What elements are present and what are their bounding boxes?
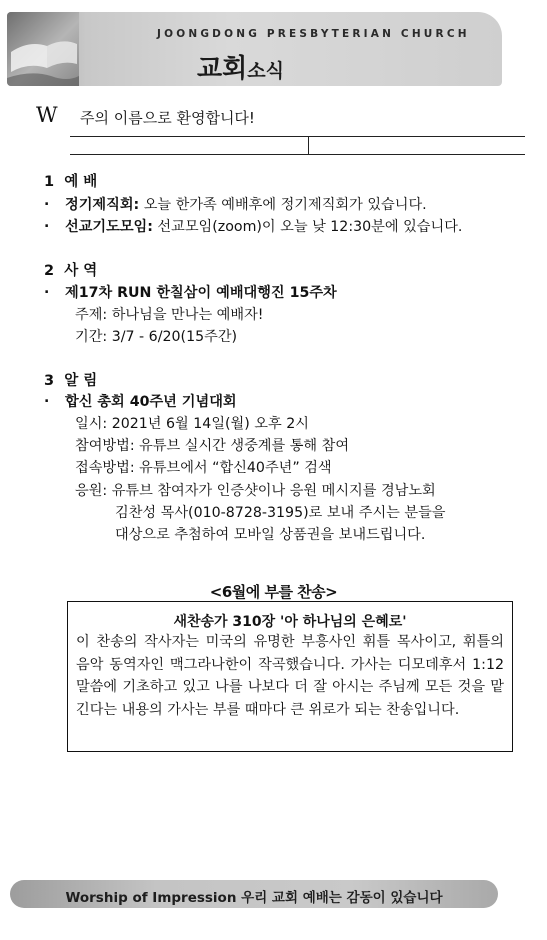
section-title: 사 역 [64,263,98,279]
item-detail: 주제: 하나님을 만나는 예배자! [75,307,264,323]
welcome-text: 주의 이름으로 환영합니다! [80,109,255,127]
section-number: 1 [44,174,55,190]
title-big: 교회 [197,54,248,84]
page-title [197,48,284,85]
footer-slogan: Worship of Impression 우리 교회 예배는 감동이 있습니다 [65,890,443,906]
list-item [65,194,427,214]
item-detail: 일시: 2021년 6월 14일(월) 오후 2시 [75,416,309,432]
hymn-description: 이 찬송의 작사자는 미국의 유명한 부흥사인 휘틀 목사이고, 휘틀의 음악 동역자인 맥그라나한이 작곡했습니다. 가사는 디모데후서 1:12 말씀에 기초하고 있고 나를 나보다 더 잘 아시는 주님께 모든 것을 맡긴다는 내용의 가사는 부를 때마다 큰 위로가 되는 찬송입니다. [76,634,504,718]
section-2-heading [44,259,97,280]
footer-banner [10,880,498,908]
header-banner [7,12,502,86]
item-detail: 참여방법: 유튜브 실시간 생중계를 통해 참여 [75,438,350,454]
item-detail: 기간: 3/7 - 6/20(15주간) [75,329,238,345]
item-detail: 접속방법: 유튜브에서 “합신40주년” 검색 [75,460,332,476]
hymn-section-title: <6월에 부를 찬송> [209,583,338,601]
item-detail: 대상으로 추첨하여 모바일 상품권을 보내드립니다. [115,527,426,543]
section-3-heading [44,369,97,390]
title-small: 소식 [247,60,284,82]
divider-line [308,136,309,155]
section-number: 3 [44,373,55,389]
section-1-heading [44,170,97,191]
item-detail: 응원: 유튜브 참여자가 인증샷이나 응원 메시지를 경남노회 [75,483,436,499]
hymn-box [67,601,513,752]
item-label: 선교기도모임: [65,219,153,235]
item-label: 정기제직회: [65,197,140,213]
list-item [65,216,462,236]
bullet-icon: . [44,281,50,297]
welcome-initial: W [36,103,58,127]
bible-photo-icon [7,12,79,86]
bullet-icon: . [44,390,50,406]
church-english-title: JOONGDONG PRESBYTERIAN CHURCH [157,28,470,40]
bullet-icon: . [44,215,50,231]
item-detail: 김찬성 목사(010-8728-3195)로 보내 주시는 분들을 [115,505,446,521]
section-number: 2 [44,263,55,279]
item-heading: 합신 총회 40주년 기념대회 [65,394,237,410]
item-text: 오늘 한가족 예배후에 정기제직회가 있습니다. [139,197,427,213]
bullet-icon: . [44,193,50,209]
divider-line [70,154,525,155]
divider-line [70,136,525,137]
item-text: 선교모임(zoom)이 오늘 낮 12:30분에 있습니다. [152,219,463,235]
section-title: 알 림 [64,373,98,389]
item-heading: 제17차 RUN 한칠삼이 예배대행진 15주차 [65,285,337,301]
section-title: 예 배 [64,174,98,190]
hymn-subtitle: 새찬송가 310장 '아 하나님의 은혜로' [173,614,407,630]
